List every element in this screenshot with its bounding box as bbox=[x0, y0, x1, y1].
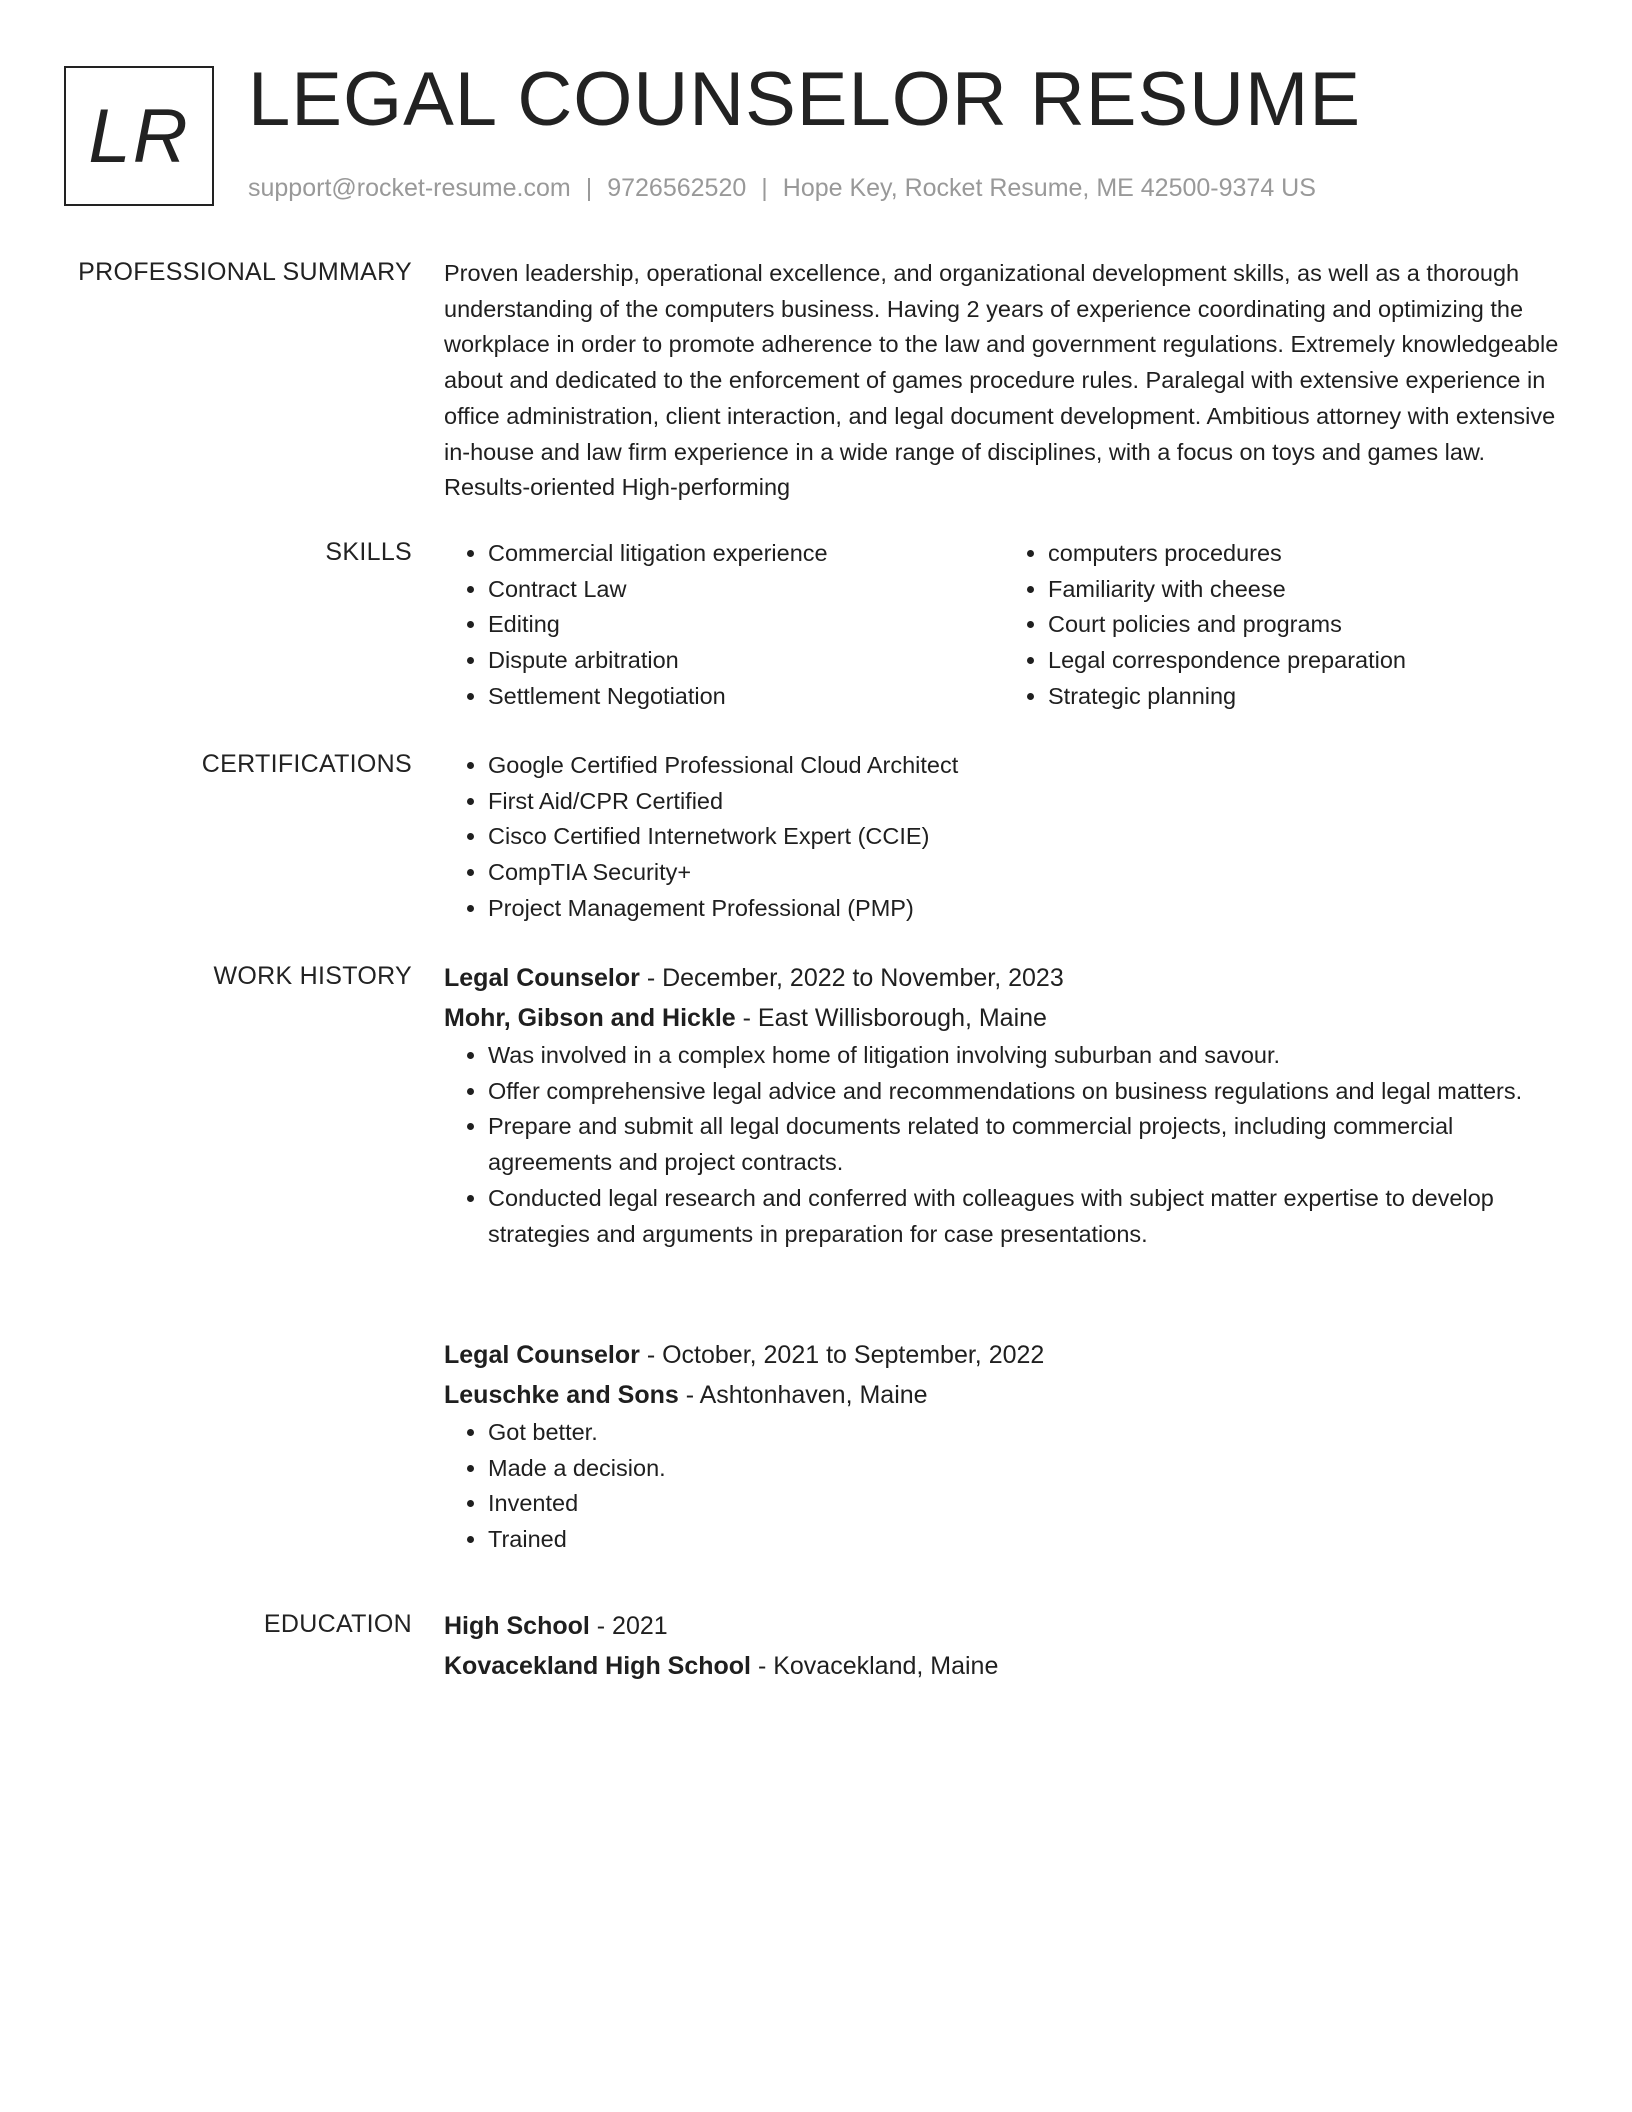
skill-item: • Familiarity with cheese bbox=[1048, 572, 1564, 608]
job-location: - East Willisborough, Maine bbox=[735, 1004, 1047, 1032]
certification-item: • CompTIA Security+ bbox=[488, 855, 1564, 891]
skills-list-left bbox=[444, 536, 1004, 715]
job-duty: • Got better. bbox=[488, 1415, 1564, 1451]
certifications-label: CERTIFICATIONS bbox=[201, 750, 412, 778]
skill-item: • Commercial litigation experience bbox=[488, 536, 1004, 572]
education-label: EDUCATION bbox=[263, 1610, 412, 1638]
job-company-line bbox=[444, 1375, 1564, 1415]
summary-text: Proven leadership, operational excellence, and organizational development skills, as well as a thorough understanding of the computers business. Having 2 years of experience coordinating and optimizing the workplace in order to promote adherence to the law and government regulations. Extremely knowledgeable about and dedicated to the enforcement of games procedure rules. Paralegal with extensive experience in office administration, client interaction, and legal document development. Ambitious attorney with extensive in-house and law firm experience in a wide range of disciplines, with a focus on toys and games law. Results-oriented High-performing bbox=[444, 260, 1559, 501]
job-duty: • Trained bbox=[488, 1522, 1564, 1558]
skill-item: • Contract Law bbox=[488, 572, 1004, 608]
graduation-year: - 2021 bbox=[589, 1612, 668, 1640]
skills-list-right bbox=[1004, 536, 1564, 715]
skill-item: • Editing bbox=[488, 607, 1004, 643]
education-entry bbox=[444, 1606, 1564, 1686]
summary-content bbox=[444, 256, 1564, 506]
certification-item: • Cisco Certified Internetwork Expert (CCIE) bbox=[488, 819, 1564, 855]
job-title: Legal Counselor bbox=[444, 964, 640, 992]
contact-address: Hope Key, Rocket Resume, ME 42500-9374 US bbox=[782, 174, 1316, 202]
contact-email[interactable]: support@rocket-resume.com bbox=[248, 174, 571, 202]
job-dates: - October, 2021 to September, 2022 bbox=[639, 1341, 1045, 1369]
skill-item: • Settlement Negotiation bbox=[488, 679, 1004, 715]
skills-label: SKILLS bbox=[325, 538, 412, 566]
job-duty: • Made a decision. bbox=[488, 1451, 1564, 1487]
job-title-line bbox=[444, 1335, 1564, 1375]
skills-content bbox=[444, 536, 1564, 715]
monogram-box bbox=[64, 66, 214, 206]
job-dates: - December, 2022 to November, 2023 bbox=[639, 964, 1064, 992]
resume-title: LEGAL COUNSELOR RESUME bbox=[248, 57, 1362, 142]
work-history-label: WORK HISTORY bbox=[213, 962, 412, 990]
monogram-initials: LR bbox=[88, 93, 190, 179]
skill-item: • Legal correspondence preparation bbox=[1048, 643, 1564, 679]
school-line bbox=[444, 1646, 1564, 1686]
contact-separator: | bbox=[585, 174, 593, 202]
degree: High School bbox=[444, 1612, 590, 1640]
skill-item: • Dispute arbitration bbox=[488, 643, 1004, 679]
certification-item: • Project Management Professional (PMP) bbox=[488, 891, 1564, 927]
certifications-content bbox=[444, 748, 1564, 927]
job-title-line bbox=[444, 958, 1564, 998]
job-duty: • Prepare and submit all legal documents related to commercial projects, including commercial agreements and project contracts. bbox=[488, 1109, 1564, 1180]
job-duties-list bbox=[444, 1415, 1564, 1558]
job-company: Mohr, Gibson and Hickle bbox=[444, 1004, 736, 1032]
job-company-line bbox=[444, 998, 1564, 1038]
job-duty: • Offer comprehensive legal advice and recommendations on business regulations and legal matters. bbox=[488, 1074, 1564, 1110]
job-location: - Ashtonhaven, Maine bbox=[678, 1381, 928, 1409]
job-duties-list bbox=[444, 1038, 1564, 1252]
certification-item: • Google Certified Professional Cloud Architect bbox=[488, 748, 1564, 784]
skill-item: • Strategic planning bbox=[1048, 679, 1564, 715]
skill-item: • Court policies and programs bbox=[1048, 607, 1564, 643]
school-location: - Kovacekland, Maine bbox=[751, 1652, 999, 1680]
certification-item: • First Aid/CPR Certified bbox=[488, 784, 1564, 820]
contact-phone[interactable]: 9726562520 bbox=[607, 174, 747, 202]
job-title: Legal Counselor bbox=[444, 1341, 640, 1369]
school-name: Kovacekland High School bbox=[444, 1652, 752, 1680]
contact-line bbox=[248, 174, 1316, 203]
job-entry bbox=[444, 1335, 1564, 1558]
certifications-list bbox=[444, 748, 1564, 927]
skill-item: • computers procedures bbox=[1048, 536, 1564, 572]
job-duty: • Was involved in a complex home of litigation involving suburban and savour. bbox=[488, 1038, 1564, 1074]
job-duty: • Conducted legal research and conferred with colleagues with subject matter expertise to develop strategies and arguments in preparation for case presentations. bbox=[488, 1181, 1564, 1252]
contact-separator: | bbox=[761, 174, 768, 202]
job-company: Leuschke and Sons bbox=[444, 1381, 679, 1409]
degree-line bbox=[444, 1606, 1564, 1646]
job-entry bbox=[444, 958, 1564, 1252]
job-duty: • Invented bbox=[488, 1486, 1564, 1522]
summary-label: PROFESSIONAL SUMMARY bbox=[78, 258, 412, 286]
